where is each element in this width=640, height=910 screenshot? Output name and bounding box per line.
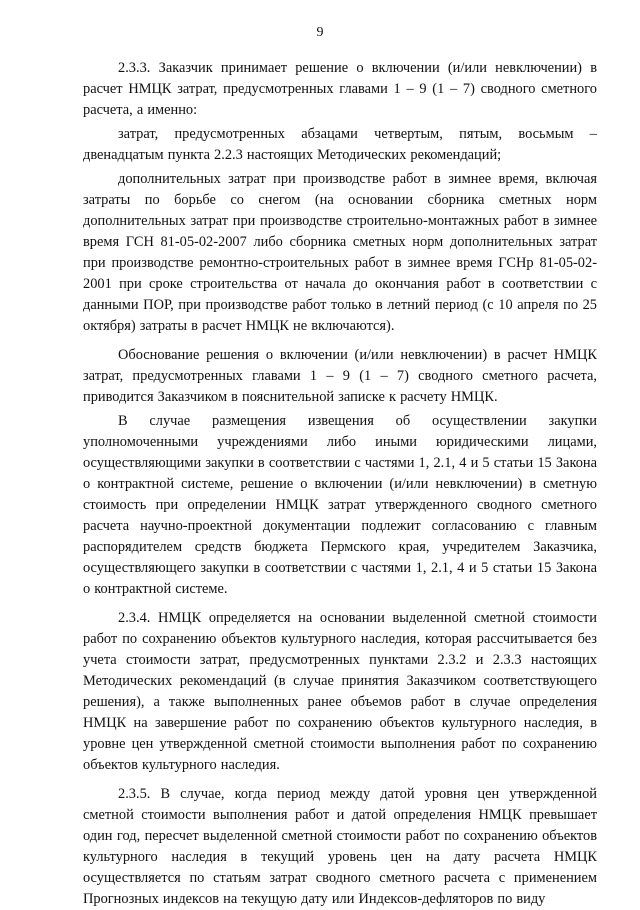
paragraph-justification: Обоснование решения о включении (и/или невключении) в расчет НМЦК затрат, предусмотренных главами 1 – 9 (1 – 7) сводного сметного расчета, приводится Заказчиком в пояснительной записке к расчету НМЦК. [83,347,597,405]
page-number: 9 [316,25,324,40]
paragraph-costs-abzatsy: затрат, предусмотренных абзацами четвертым, пятым, восьмым – двенадцатым пункта 2.2.3 настоящих Методических рекомендаций; [83,126,597,163]
paragraph-2-3-3: 2.3.3. Заказчик принимает решение о включении (и/или невключении) в расчет НМЦК затрат, предусмотренных главами 1 – 9 (1 – 7) сводного сметного расчета, а именно: [83,60,597,118]
paragraph-winter-costs: дополнительных затрат при производстве работ в зимнее время, включая затраты по борьбе со снегом (на основании сборника сметных норм дополнительных затрат при производстве строительно-монтажных работ в зимнее время ГСН 81-05-02-2007 либо сборника сметных норм дополнительных затрат при производстве ремонтно-строительных работ в зимнее время ГСНр 81-05-02-2001 при сроке строительства от начала до окончания работ в соответствии с данными ПОР, при производстве работ только в летний период (с 10 апреля по 25 октября) затраты в расчет НМЦК не включаются). [83,171,597,334]
paragraph-2-3-4: 2.3.4. НМЦК определяется на основании выделенной сметной стоимости работ по сохранению объектов культурного наследия, которая рассчитывается без учета стоимости затрат, предусмотренных пунктами 2.3.2 и 2.3.3 настоящих Методических рекомендаций (в случае принятия Заказчиком соответствующего решения), а также выполненных ранее объемов работ в случае определения НМЦК на завершение работ по сохранению объектов культурного наследия, в уровне цен утвержденной сметной стоимости выполнения работ по сохранению объектов культурного наследия. [83,610,597,773]
document-body [83,58,597,910]
paragraph-authorized-institutions: В случае размещения извещения об осуществлении закупки уполномоченными учреждениями либо иными юридическими лицами, осуществляющими закупки в соответствии с частями 1, 2.1, 4 и 5 статьи 15 Закона о контрактной системе, решение о включении (и/или невключении) в сметную стоимость при определении НМЦК затрат утвержденного сводного сметного расчета научно-проектной документации подлежит согласованию с главным распорядителем средств бюджета Пермского края, учредителем Заказчика, осуществляющего закупки в соответствии с частями 1, 2.1, 4 и 5 статьи 15 Закона о контрактной системе. [83,413,597,597]
paragraph-2-3-5: 2.3.5. В случае, когда период между датой уровня цен утвержденной сметной стоимости выполнения работ и датой определения НМЦК превышает один год, пересчет выделенной сметной стоимости работ по сохранению объектов культурного наследия в текущий уровень цен на дату расчета НМЦК осуществляется по статьям затрат сводного сметного расчета с применением Прогнозных индексов на текущую дату или Индексов-дефляторов по виду [83,786,597,907]
